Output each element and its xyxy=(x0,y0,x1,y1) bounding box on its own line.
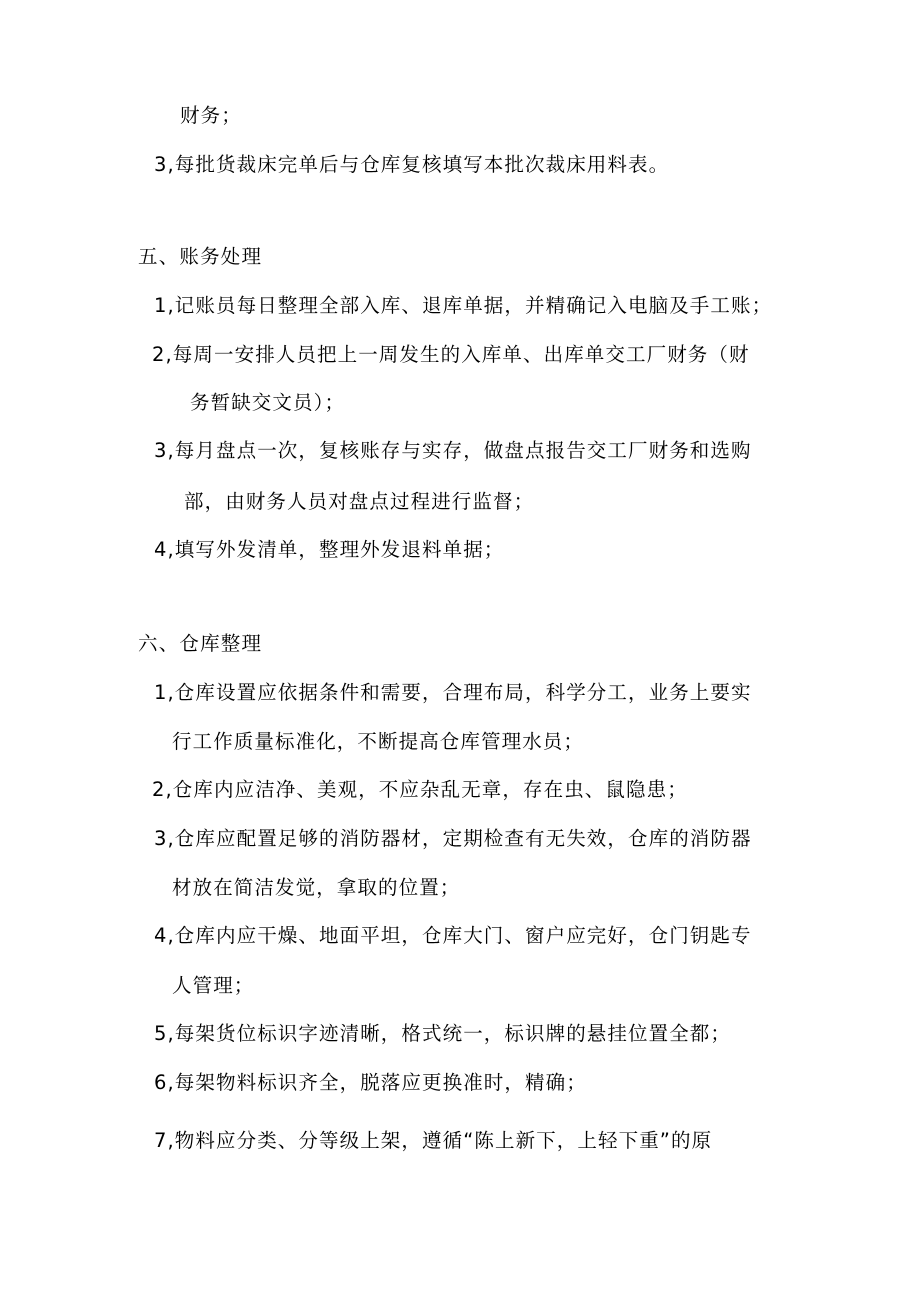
section-heading-5: 五、账务处理 xyxy=(138,245,263,268)
list-item-2-continuation: 务暂缺交文员）； xyxy=(190,391,346,414)
list-item-3: 3,每批货裁床完单后与仓库复核填写本批次裁床用料表。 xyxy=(154,153,670,176)
list-item-6: 6,每架物料标识齐全，脱落应更换准时，精确； xyxy=(154,1071,587,1094)
list-item-5: 5,每架货位标识字迹清晰，格式统一，标识牌的悬挂位置全都； xyxy=(154,1022,732,1045)
list-item-3-continuation: 材放在简洁发觉，拿取的位置； xyxy=(172,876,461,899)
list-item-4: 4,填写外发清单，整理外发退料单据； xyxy=(154,538,505,561)
list-item-4: 4,仓库内应干燥、地面平坦，仓库大门、窗户应完好，仓门钥匙专 xyxy=(154,924,752,947)
list-item-1: 1,记账员每日整理全部入库、退库单据，并精确记入电脑及手工账； xyxy=(154,294,773,317)
list-item-2: 2,仓库内应洁净、美观，不应杂乱无章，存在虫、鼠隐患； xyxy=(152,778,688,801)
list-item-1-continuation: 行工作质量标准化，不断提高仓库管理水员； xyxy=(172,730,585,753)
list-item-4-continuation: 人管理； xyxy=(172,974,255,997)
text-line-continuation: 财务； xyxy=(180,104,242,127)
list-item-3: 3,仓库应配置足够的消防器材，定期检查有无失效，仓库的消防器 xyxy=(154,827,752,850)
list-item-7: 7,物料应分类、分等级上架，遵循“陈上新下，上轻下重”的原 xyxy=(154,1129,713,1152)
section-heading-6: 六、仓库整理 xyxy=(138,632,263,655)
list-item-1: 1,仓库设置应依据条件和需要，合理布局，科学分工，业务上要实 xyxy=(154,681,752,704)
list-item-2: 2,每周一安排人员把上一周发生的入库单、出库单交工厂财务（财 xyxy=(152,343,750,366)
list-item-3: 3,每月盘点一次，复核账存与实存，做盘点报告交工厂财务和选购 xyxy=(154,439,752,462)
list-item-3-continuation: 部，由财务人员对盘点过程进行监督； xyxy=(184,490,535,513)
